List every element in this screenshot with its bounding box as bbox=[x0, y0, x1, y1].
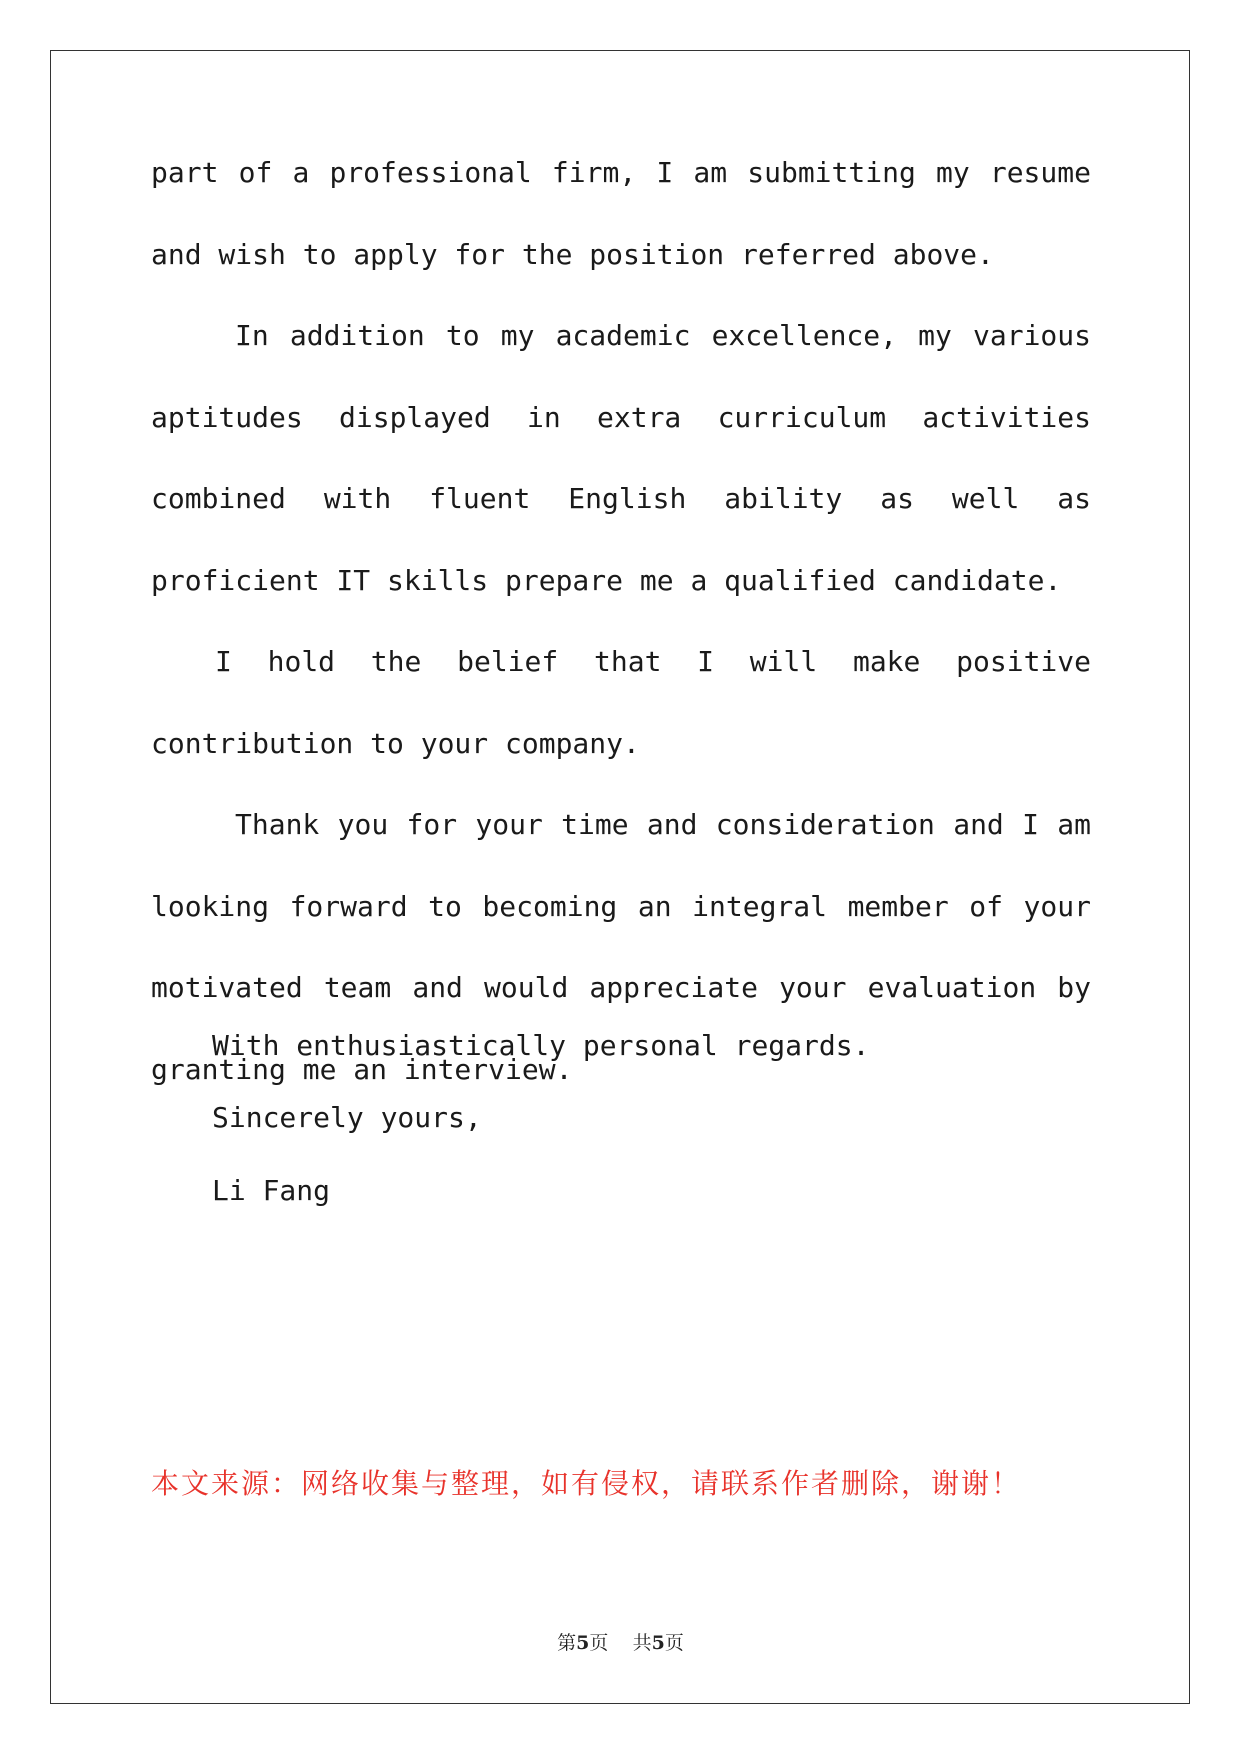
page-suffix: 页 bbox=[589, 1632, 609, 1654]
page-prefix: 第 bbox=[557, 1632, 577, 1654]
source-note: 本文来源：网络收集与整理，如有侵权，请联系作者删除，谢谢！ bbox=[151, 1467, 1022, 1500]
paragraph-belief: I hold the belief that I will make positive contribution to your company. bbox=[151, 645, 1091, 760]
signature-name: Li Fang bbox=[212, 1174, 331, 1207]
total-suffix: 页 bbox=[664, 1632, 684, 1654]
letter-body bbox=[151, 132, 1091, 1110]
paragraph-thanks: Thank you for your time and consideration and I am looking forward to becoming an integral member of your motivated team and would appreciate your evaluation by granting me an interview. bbox=[151, 808, 1091, 1086]
current-page-number: 5 bbox=[576, 1632, 590, 1654]
total-prefix: 共 bbox=[632, 1632, 652, 1654]
paragraph-qualifications: In addition to my academic excellence, my various aptitudes displayed in extra curriculum activities combined with fluent English ability as well as proficient IT skills prepare me a qualified candidate. bbox=[151, 319, 1091, 597]
total-pages-number: 5 bbox=[651, 1632, 665, 1654]
closing-regards: With enthusiastically personal regards. bbox=[212, 1029, 870, 1062]
paragraph-intro-continuation: part of a professional firm, I am submitting my resume and wish to apply for the position referred above. bbox=[151, 156, 1091, 271]
page-number-footer bbox=[0, 1628, 1241, 1655]
closing-sign-off: Sincerely yours, bbox=[212, 1101, 482, 1134]
